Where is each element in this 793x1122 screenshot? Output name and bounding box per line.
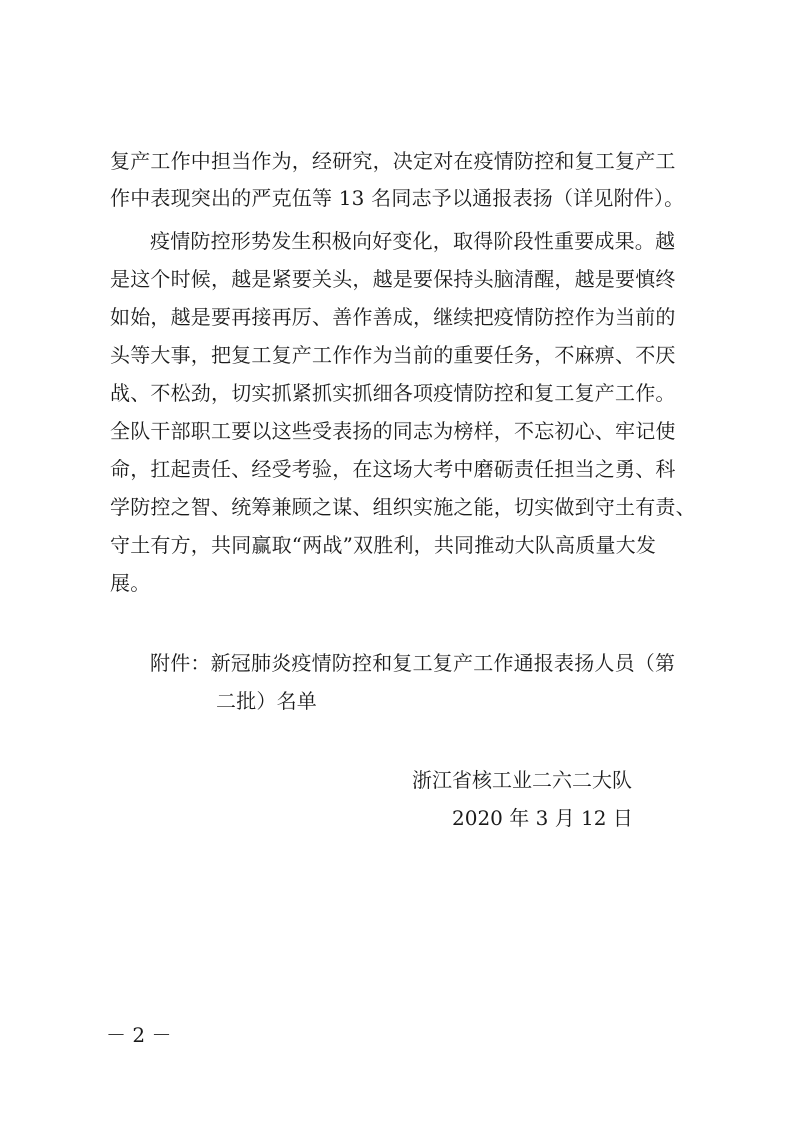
paragraph2-line-2: 是这个时候，越是紧要关头，越是要保持头脑清醒，越是要慎终 <box>110 267 676 291</box>
attachment-line-2: 二批）名单 <box>216 689 317 713</box>
paragraph2-line-8: 学防控之智、统筹兼顾之谋、组织实施之能，切实做到守土有责、 <box>110 495 696 519</box>
paragraph2-line-5: 战、不松劲，切实抓紧抓实抓细各项疫情防控和复工复产工作。 <box>110 381 676 405</box>
paragraph2-line-3: 如始，越是要再接再厉、善作善成，继续把疫情防控作为当前的 <box>110 305 676 329</box>
paragraph2-line-9: 守土有方，共同赢取“两战”双胜利，共同推动大队高质量大发 <box>110 533 657 557</box>
signature-date: 2020 年 3 月 12 日 <box>452 806 633 830</box>
paragraph2-line-7: 命，扛起责任、经受考验，在这场大考中磨砺责任担当之勇、科 <box>110 457 676 481</box>
paragraph2-line-10: 展。 <box>110 571 151 595</box>
paragraph1-line-1: 复产工作中担当作为，经研究，决定对在疫情防控和复工复产工 <box>110 149 676 173</box>
paragraph1-line-2: 作中表现突出的严克伍等 13 名同志予以通报表扬（详见附件）。 <box>110 186 685 210</box>
page-number: － 2 － <box>106 1023 172 1047</box>
paragraph2-line-6: 全队干部职工要以这些受表扬的同志为榜样，不忘初心、牢记使 <box>110 419 676 443</box>
signature-organization: 浙江省核工业二六二大队 <box>412 768 632 792</box>
attachment-line-1: 附件：新冠肺炎疫情防控和复工复产工作通报表扬人员（第 <box>150 651 676 675</box>
paragraph2-line-4: 头等大事，把复工复产工作作为当前的重要任务，不麻痹、不厌 <box>110 343 676 367</box>
paragraph2-line-1: 疫情防控形势发生积极向好变化，取得阶段性重要成果。越 <box>150 229 676 253</box>
